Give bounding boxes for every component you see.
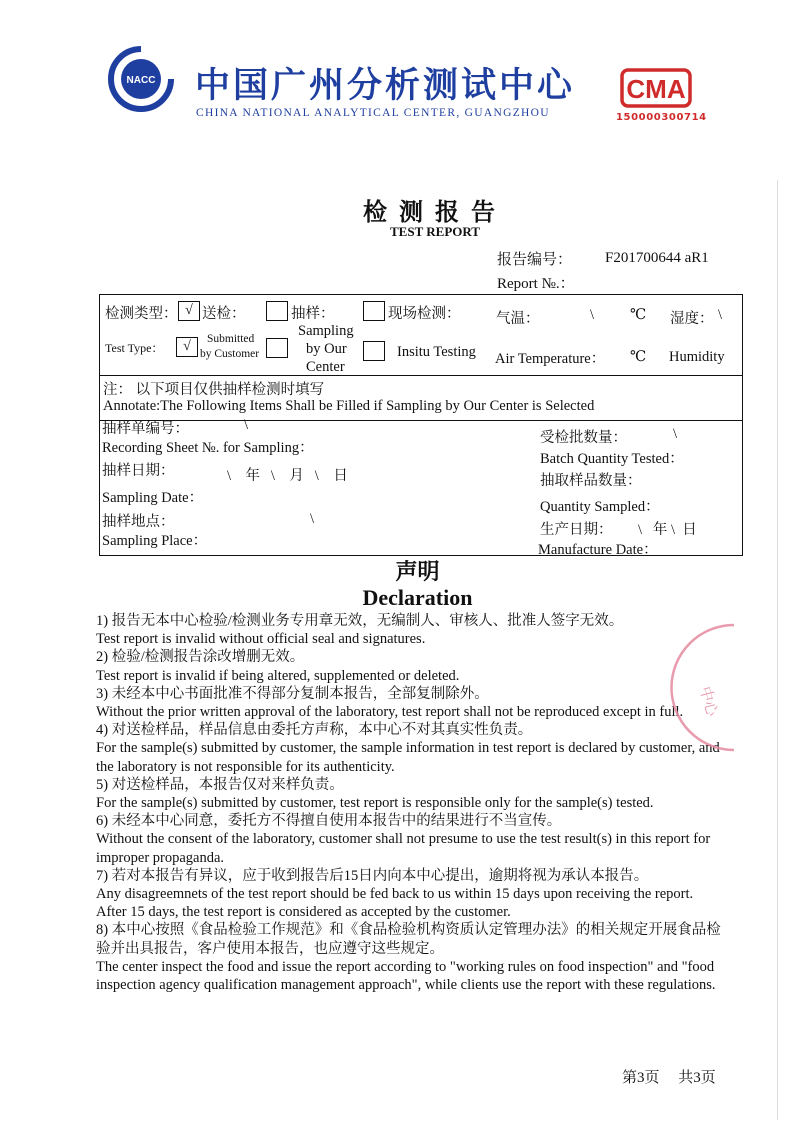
- sampling-center-label-2: by Our: [306, 341, 347, 357]
- sampling-center-label-1: Sampling: [298, 323, 354, 339]
- note-cn: 注： 以下项目仅供抽样检测时填写: [103, 382, 325, 398]
- official-seal-stamp: [662, 620, 734, 755]
- mfg-value: \ 年 \ 日: [638, 522, 697, 538]
- sent-label-cn: 送检：: [202, 306, 246, 322]
- test-type-label-cn: 检测类型：: [105, 306, 178, 322]
- declaration-line: 4) 对送检样品，样品信息由委托方声称，本中心不对其真实性负责。: [96, 722, 533, 739]
- declaration-line: the laboratory is not responsible for its authenticity.: [96, 758, 395, 775]
- sampling-center-checkbox[interactable]: [266, 338, 288, 358]
- temp-unit-2: ℃: [630, 349, 647, 365]
- insitu-label-cn: 现场检测：: [388, 306, 461, 322]
- info-form: [99, 294, 743, 556]
- declaration-line: Any disagreemnets of the test report should be fed back to us within 15 days upon receiving the report.: [96, 886, 694, 903]
- air-temp-label-cn: 气温：: [496, 311, 540, 327]
- mfg-label-en: Manufacture Date：: [538, 542, 658, 558]
- nacc-logo-text: NACC: [126, 75, 156, 86]
- declaration-title-en: Declaration: [362, 585, 473, 610]
- declaration-line: 6) 未经本中心同意，委托方不得擅自使用本报告中的结果进行不当宣传。: [96, 813, 562, 830]
- center-name-en: CHINA NATIONAL ANALYTICAL CENTER, GUANGZHOU: [196, 107, 550, 119]
- divider-line: [100, 375, 742, 376]
- declaration-line: After 15 days, the test report is considered as accepted by the customer.: [96, 904, 511, 921]
- declaration-line: Without the prior written approval of the laboratory, test report shall not be reproduced except in full.: [96, 704, 684, 721]
- air-temp-label-en: Air Temperature：: [495, 351, 606, 367]
- report-title-cn: 检测报告: [363, 200, 507, 226]
- cma-code: 150000300714: [616, 112, 707, 123]
- cma-logo-icon: [620, 68, 692, 108]
- sheet-no-label-cn: 抽样单编号：: [102, 421, 189, 437]
- submitted-label-2: by Customer: [200, 348, 260, 360]
- declaration-line: inspection agency qualification management approach", while clients use the report with these regulations.: [96, 977, 716, 994]
- declaration-line: 7) 若对本报告有异议，应于收到报告后15日内向本中心提出，逾期将视为承认本报告。: [96, 867, 649, 884]
- declaration-line: 2) 检验/检测报告涂改增删无效。: [96, 649, 305, 666]
- date-label-en: Sampling Date：: [102, 490, 204, 506]
- humidity-label-en: Humidity: [669, 349, 725, 365]
- humidity-label-cn: 湿度：: [670, 311, 714, 327]
- insitu-en-checkbox[interactable]: [363, 341, 385, 361]
- insitu-label-en: Insitu Testing: [397, 344, 476, 360]
- declaration-line: Test report is invalid without official seal and signatures.: [96, 631, 426, 648]
- declaration-line: The center inspect the food and issue the report according to "working rules on food inspection" and "food: [96, 958, 715, 975]
- seal-text: 中心: [696, 684, 722, 719]
- declaration-line: Without the consent of the laboratory, customer shall not presume to use the test result(s) in this report for: [96, 831, 711, 848]
- sheet-no-label-en: Recording Sheet №. for Sampling：: [102, 440, 314, 456]
- batch-value: \: [673, 426, 678, 442]
- humidity-value: \: [718, 307, 723, 323]
- center-name-cn: 中国广州分析测试中心: [195, 66, 576, 106]
- sampling-label-cn: 抽样：: [291, 306, 335, 322]
- temp-value: \: [590, 307, 595, 323]
- sent-checkbox[interactable]: √: [178, 301, 200, 321]
- insitu-checkbox[interactable]: [363, 301, 385, 321]
- date-label-cn: 抽样日期：: [102, 463, 175, 479]
- sampling-center-label-3: Center: [306, 359, 345, 375]
- report-no-label-en: Report №.：: [497, 276, 575, 292]
- declaration-title-cn: 声明: [395, 559, 440, 584]
- test-type-label-en: Test Type：: [105, 341, 164, 355]
- report-title-en: TEST REPORT: [390, 224, 480, 239]
- page-number: 第3页 共3页: [622, 1070, 716, 1086]
- batch-label-en: Batch Quantity Tested：: [540, 451, 684, 467]
- declaration-line: 8) 本中心按照《食品检验工作规范》和《食品检验机构资质认定管理办法》的相关规定开展食品检: [96, 922, 721, 939]
- report-no-label-cn: 报告编号：: [497, 252, 573, 268]
- place-label-cn: 抽样地点：: [102, 514, 175, 530]
- declaration-list: [96, 612, 746, 994]
- page-edge-line: [777, 180, 778, 1120]
- temp-unit: ℃: [630, 307, 647, 323]
- cma-text: CMA: [626, 74, 686, 104]
- declaration-line: 5) 对送检样品，本报告仅对来样负责。: [96, 776, 344, 793]
- sheet-no-value: \: [244, 417, 249, 433]
- declaration-line: 验并出具报告，客户使用本报告，也应遵守这些规定。: [96, 940, 444, 957]
- nacc-logo-icon: [108, 46, 174, 112]
- declaration-line: For the sample(s) submitted by customer, the sample information in test report is declared by customer, and: [96, 740, 720, 757]
- submitted-checkbox[interactable]: √: [176, 337, 198, 357]
- divider-line: [100, 420, 742, 421]
- date-value: \ 年 \ 月 \ 日: [227, 468, 348, 484]
- declaration-line: For the sample(s) submitted by customer, test report is responsible only for the sample(s) tested.: [96, 795, 654, 812]
- place-value: \: [310, 511, 315, 527]
- sampling-checkbox[interactable]: [266, 301, 288, 321]
- declaration-line: 3) 未经本中心书面批准不得部分复制本报告，全部复制除外。: [96, 685, 489, 702]
- mfg-label-cn: 生产日期：: [540, 522, 613, 538]
- submitted-label-1: Submitted: [207, 333, 255, 345]
- place-label-en: Sampling Place：: [102, 533, 208, 549]
- declaration-line: Test report is invalid if being altered, supplemented or deleted.: [96, 667, 460, 684]
- qty-label-cn: 抽取样品数量：: [540, 473, 642, 489]
- declaration-line: improper propaganda.: [96, 849, 225, 866]
- qty-label-en: Quantity Sampled：: [540, 499, 660, 515]
- note-en: Annotate:The Following Items Shall be Filled if Sampling by Our Center is Selected: [103, 398, 595, 414]
- declaration-line: 1) 报告无本中心检验/检测业务专用章无效，无编制人、审核人、批准人签字无效。: [96, 613, 624, 629]
- batch-label-cn: 受检批数量：: [540, 430, 627, 446]
- report-no-value: F201700644 aR1: [605, 250, 709, 266]
